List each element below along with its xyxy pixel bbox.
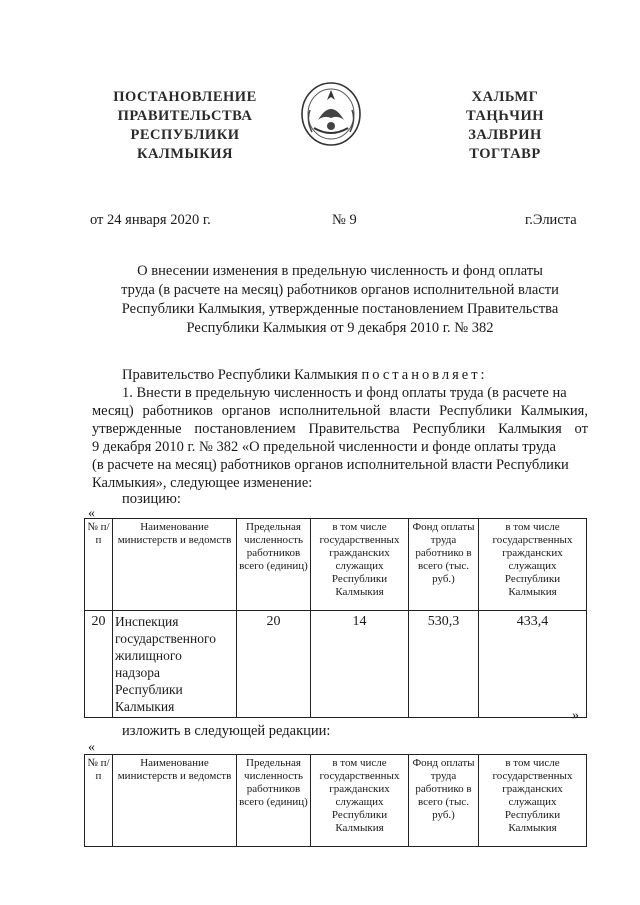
close-quote: » <box>572 708 579 723</box>
table-header-row <box>85 519 587 611</box>
word: Республики <box>412 421 486 437</box>
new-position-table <box>84 754 587 847</box>
replace-label: изложить в следующей редакции: <box>122 723 331 739</box>
name-line: жилищного <box>115 648 182 663</box>
item1-line: Калмыкия», следующее изменение: <box>92 475 313 491</box>
header-fund: Фонд оплаты труда работнико в всего (тыс. руб.) <box>409 519 479 611</box>
decree-statement <box>122 366 488 384</box>
word: исполнительной <box>279 403 381 419</box>
item1-justified-line <box>92 420 588 438</box>
word: от <box>574 421 588 437</box>
header-right-line: ТОГТАВР <box>469 146 541 162</box>
open-quote: « <box>88 506 95 521</box>
header-name: Наименование министерств и ведомств <box>113 519 237 611</box>
header-civil: в том числе государственных гражданских служащих Республики Калмыкия <box>311 755 409 847</box>
position-label: позицию: <box>122 491 181 507</box>
name-line: Инспекция <box>115 614 179 629</box>
item1-justified-line <box>92 402 588 420</box>
cell-name <box>113 611 237 718</box>
header-right-title <box>440 88 570 164</box>
title-line: О внесении изменения в предельную численность и фонд оплаты <box>137 263 543 279</box>
word: власти <box>389 403 431 419</box>
title-line: Республики Калмыкия, утвержденные постановлением Правительства <box>121 301 559 317</box>
header-fund-civil: в том числе государственных гражданских служащих Республики Калмыкия <box>479 519 587 611</box>
word: Калмыкия <box>498 421 562 437</box>
cell-num: 20 <box>85 611 113 718</box>
decree-word: постановляет: <box>361 367 488 383</box>
word: работников <box>142 403 213 419</box>
header-left-title <box>90 88 280 164</box>
decree-date: от 24 января 2020 г. <box>90 212 211 228</box>
word: постановлением <box>194 421 296 437</box>
cell-fund: 530,3 <box>409 611 479 718</box>
item1-line: (в расчете на месяц) работников органов исполнительной власти Республики <box>92 457 569 473</box>
title-line: труда (в расчете на месяц) работников органов исполнительной власти <box>121 282 559 298</box>
table-row <box>85 611 587 718</box>
title-line: Республики Калмыкия от 9 декабря 2010 г. № 382 <box>186 320 494 336</box>
name-line: Республики <box>115 682 183 697</box>
table-header-row <box>85 755 587 847</box>
header-left-line: ПРАВИТЕЛЬСТВА <box>117 108 253 124</box>
header-right-line: ТАҢҺЧИН <box>465 108 545 124</box>
item1-line: 9 декабря 2010 г. № 382 «О предельной численности и фонде оплаты труда <box>92 439 556 455</box>
cell-fund-civil: 433,4 <box>479 611 587 718</box>
word: Калмыкия, <box>520 403 588 419</box>
cell-civil: 14 <box>311 611 409 718</box>
cell-limit: 20 <box>237 611 311 718</box>
header-num: № п/п <box>85 755 113 847</box>
header-left-line: РЕСПУБЛИКИ <box>130 127 240 143</box>
header-num: № п/п <box>85 519 113 611</box>
name-line: государственного <box>115 631 216 646</box>
word: органов <box>221 403 271 419</box>
decree-number: № 9 <box>332 212 357 228</box>
header-right-line: ХАЛЬМГ <box>471 89 539 105</box>
current-position-table <box>84 518 587 718</box>
header-limit: Предельная численность работников всего (единиц) <box>237 755 311 847</box>
header-name: Наименование министерств и ведомств <box>113 755 237 847</box>
open-quote: « <box>88 740 95 755</box>
header-fund-civil: в том числе государственных гражданских служащих Республики Калмыкия <box>479 755 587 847</box>
decree-title <box>90 262 590 338</box>
header-right-line: ЗАЛВРИН <box>468 127 542 143</box>
coat-of-arms-emblem-icon <box>298 80 364 150</box>
name-line: Калмыкия <box>115 699 175 714</box>
header-left-line: ПОСТАНОВЛЕНИЕ <box>113 89 257 105</box>
header-left-line: КАЛМЫКИЯ <box>137 146 233 162</box>
word: Правительства <box>308 421 400 437</box>
word: Республики <box>439 403 512 419</box>
decree-prefix: Правительство Республики Калмыкия <box>122 367 358 383</box>
word: месяц) <box>92 403 134 419</box>
word: утвержденные <box>92 421 182 437</box>
item1-line: 1. Внести в предельную численность и фонд оплаты труда (в расчете на <box>122 385 567 401</box>
name-line: надзора <box>115 665 160 680</box>
header-limit: Предельная численность работников всего (единиц) <box>237 519 311 611</box>
header-fund: Фонд оплаты труда работнико в всего (тыс. руб.) <box>409 755 479 847</box>
decree-city: г.Элиста <box>525 212 577 228</box>
header-civil: в том числе государственных гражданских служащих Республики Калмыкия <box>311 519 409 611</box>
